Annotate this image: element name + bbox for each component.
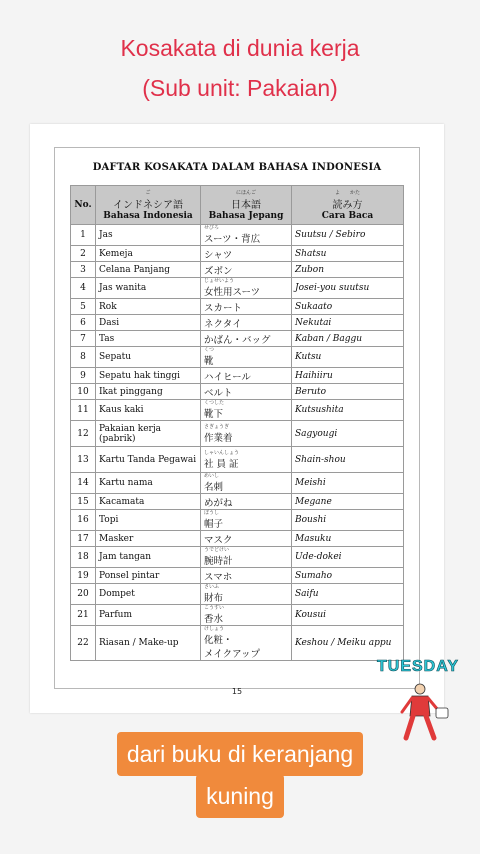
table-row <box>71 605 404 626</box>
tuesday-sticker: TUESDAY <box>377 658 459 675</box>
cell-indonesian: Tas <box>96 331 201 347</box>
cell-japanese: めがね <box>201 494 292 510</box>
cell-japanese: スカート <box>201 299 292 315</box>
cell-reading: Boushi <box>292 510 404 531</box>
table-row <box>71 347 404 368</box>
cell-indonesian: Sepatu hak tinggi <box>96 368 201 384</box>
cell-japanese: くつした 靴下 <box>201 400 292 421</box>
cell-japanese: くつ 靴 <box>201 347 292 368</box>
table-row <box>71 246 404 262</box>
cell-reading: Masuku <box>292 531 404 547</box>
cell-number: 16 <box>71 510 96 531</box>
cell-indonesian: Kartu Tanda Pegawai <box>96 447 201 473</box>
cell-number: 14 <box>71 473 96 494</box>
table-row <box>71 494 404 510</box>
title-line-2: (Sub unit: Pakaian) <box>142 75 338 101</box>
cell-number: 6 <box>71 315 96 331</box>
cell-reading: Meishi <box>292 473 404 494</box>
cell-number: 9 <box>71 368 96 384</box>
table-row <box>71 315 404 331</box>
cell-number: 20 <box>71 584 96 605</box>
cell-number: 13 <box>71 447 96 473</box>
cell-number: 19 <box>71 568 96 584</box>
cell-japanese: けしょう 化粧・ メイクアップ <box>201 626 292 661</box>
cell-reading: Saifu <box>292 584 404 605</box>
cell-japanese: さぎょうぎ 作業着 <box>201 421 292 447</box>
cell-reading: Kutsushita <box>292 400 404 421</box>
cell-japanese: ハイヒール <box>201 368 292 384</box>
cell-number: 21 <box>71 605 96 626</box>
cell-indonesian: Parfum <box>96 605 201 626</box>
table-row <box>71 584 404 605</box>
cell-number: 8 <box>71 347 96 368</box>
cell-japanese: ネクタイ <box>201 315 292 331</box>
table-header-row <box>71 186 404 225</box>
cell-number: 15 <box>71 494 96 510</box>
cell-reading: Kutsu <box>292 347 404 368</box>
cell-japanese: しゃいんしょう 社 員 証 <box>201 447 292 473</box>
table-row <box>71 331 404 347</box>
table-row <box>71 384 404 400</box>
cell-indonesian: Ikat pinggang <box>96 384 201 400</box>
header-reading: よ かた 読み方 Cara Baca <box>292 186 404 225</box>
header-indonesian: ご インドネシア語 Bahasa Indonesia <box>96 186 201 225</box>
cell-number: 12 <box>71 421 96 447</box>
cell-reading: Beruto <box>292 384 404 400</box>
cell-number: 2 <box>71 246 96 262</box>
table-row <box>71 299 404 315</box>
cell-reading: Haihiiru <box>292 368 404 384</box>
cell-reading: Zubon <box>292 262 404 278</box>
cell-reading: Suutsu / Sebiro <box>292 225 404 246</box>
cell-reading: Josei-you suutsu <box>292 278 404 299</box>
cell-indonesian: Jam tangan <box>96 547 201 568</box>
cell-japanese: ぼうし 帽子 <box>201 510 292 531</box>
cell-number: 4 <box>71 278 96 299</box>
cell-indonesian: Masker <box>96 531 201 547</box>
cell-indonesian: Kemeja <box>96 246 201 262</box>
cell-reading: Keshou / Meiku appu <box>292 626 404 661</box>
cell-reading: Megane <box>292 494 404 510</box>
cell-number: 1 <box>71 225 96 246</box>
cell-number: 11 <box>71 400 96 421</box>
header-no: No. <box>71 186 96 225</box>
document-frame <box>54 147 420 689</box>
cell-japanese: めいし 名刺 <box>201 473 292 494</box>
table-row <box>71 626 404 661</box>
cell-japanese: せびろ スーツ・背広 <box>201 225 292 246</box>
page-number: 15 <box>231 687 243 696</box>
cell-japanese: ベルト <box>201 384 292 400</box>
table-row <box>71 547 404 568</box>
cell-number: 18 <box>71 547 96 568</box>
table-row <box>71 278 404 299</box>
cell-indonesian: Kaus kaki <box>96 400 201 421</box>
cell-indonesian: Celana Panjang <box>96 262 201 278</box>
cell-indonesian: Pakaian kerja (pabrik) <box>96 421 201 447</box>
cell-indonesian: Kartu nama <box>96 473 201 494</box>
cell-indonesian: Rok <box>96 299 201 315</box>
table-row <box>71 531 404 547</box>
table-row <box>71 510 404 531</box>
cell-reading: Ude-dokei <box>292 547 404 568</box>
table-row <box>71 400 404 421</box>
document-heading: DAFTAR KOSAKATA DALAM BAHASA INDONESIA <box>92 162 382 173</box>
cell-indonesian: Ponsel pintar <box>96 568 201 584</box>
table-row <box>71 368 404 384</box>
table-row <box>71 421 404 447</box>
cell-japanese: うでどけい 腕時計 <box>201 547 292 568</box>
cell-indonesian: Topi <box>96 510 201 531</box>
cell-indonesian: Kacamata <box>96 494 201 510</box>
cell-indonesian: Sepatu <box>96 347 201 368</box>
cell-reading: Sukaato <box>292 299 404 315</box>
cell-reading: Kaban / Baggu <box>292 331 404 347</box>
caption-line-2: kuning <box>0 774 480 818</box>
header-japanese: にほんご 日本語 Bahasa Jepang <box>201 186 292 225</box>
cell-reading: Shatsu <box>292 246 404 262</box>
cell-japanese: こうすい 香水 <box>201 605 292 626</box>
cell-japanese: スマホ <box>201 568 292 584</box>
table-row <box>71 473 404 494</box>
cell-indonesian: Jas wanita <box>96 278 201 299</box>
cell-reading: Sumaho <box>292 568 404 584</box>
table-row <box>71 568 404 584</box>
cell-japanese: マスク <box>201 531 292 547</box>
cell-reading: Nekutai <box>292 315 404 331</box>
cell-reading: Kousui <box>292 605 404 626</box>
cell-number: 5 <box>71 299 96 315</box>
cell-number: 17 <box>71 531 96 547</box>
table-row <box>71 262 404 278</box>
cell-japanese: シャツ <box>201 246 292 262</box>
cell-japanese: じょせいよう 女性用スーツ <box>201 278 292 299</box>
cell-number: 10 <box>71 384 96 400</box>
cell-japanese: かばん・バッグ <box>201 331 292 347</box>
cell-reading: Shain-shou <box>292 447 404 473</box>
vocabulary-table <box>70 185 404 661</box>
table-row <box>71 447 404 473</box>
cell-japanese: さいふ 財布 <box>201 584 292 605</box>
cell-number: 3 <box>71 262 96 278</box>
title-line-1: Kosakata di dunia kerja <box>120 35 360 61</box>
cell-indonesian: Jas <box>96 225 201 246</box>
cell-indonesian: Dasi <box>96 315 201 331</box>
table-row <box>71 225 404 246</box>
cell-indonesian: Riasan / Make-up <box>96 626 201 661</box>
cell-number: 22 <box>71 626 96 661</box>
caption-line-1: dari buku di keranjang <box>0 732 480 776</box>
cell-indonesian: Dompet <box>96 584 201 605</box>
cell-reading: Sagyougi <box>292 421 404 447</box>
document-page <box>30 124 444 713</box>
cell-japanese: ズボン <box>201 262 292 278</box>
cell-number: 7 <box>71 331 96 347</box>
